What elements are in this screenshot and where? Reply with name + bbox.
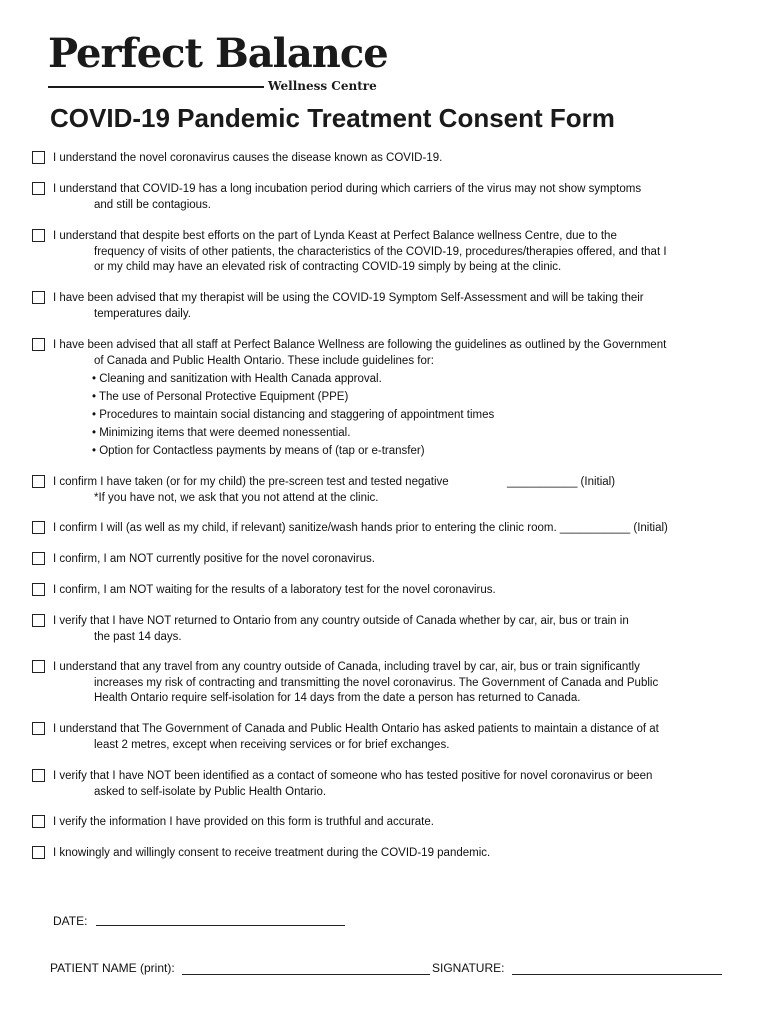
consent-checkbox[interactable] <box>32 521 45 534</box>
guideline-list <box>32 370 732 460</box>
consent-text: asked to self-isolate by Public Health Ontario. <box>94 785 327 798</box>
consent-item <box>32 151 732 167</box>
consent-text: least 2 metres, except when receiving services or for brief exchanges. <box>94 738 450 751</box>
consent-text: temperatures daily. <box>94 307 191 320</box>
consent-checkbox[interactable] <box>32 291 45 304</box>
logo-subtitle: Wellness Centre <box>268 79 377 93</box>
patient-name-field[interactable] <box>182 974 430 975</box>
consent-item <box>32 338 732 460</box>
consent-text: I verify the information I have provided on this form is truthful and accurate. <box>53 816 434 828</box>
consent-item <box>32 182 732 213</box>
consent-item <box>32 614 732 645</box>
consent-checkbox[interactable] <box>32 769 45 782</box>
signature-field[interactable] <box>512 974 722 975</box>
consent-text: I understand that COVID-19 has a long incubation period during which carriers of the virus may not show symptoms <box>53 183 642 195</box>
consent-text: and still be contagious. <box>94 198 211 211</box>
consent-item <box>32 660 732 707</box>
consent-item <box>32 552 732 568</box>
initial-field[interactable]: ___________ (Initial) <box>507 476 616 488</box>
guideline-item: • Cleaning and sanitization with Health Canada approval. <box>92 373 382 385</box>
consent-checkbox[interactable] <box>32 182 45 195</box>
consent-text: I understand that any travel from any country outside of Canada, including travel by car, air, bus or train significantly <box>53 661 640 673</box>
consent-text: I confirm I will (as well as my child, if relevant) sanitize/wash hands prior to entering the clinic room. ___________ (Initial) <box>53 522 668 534</box>
consent-text: I understand the novel coronavirus causes the disease known as COVID-19. <box>53 152 443 164</box>
consent-checkbox[interactable] <box>32 229 45 242</box>
consent-text: I understand that despite best efforts on the part of Lynda Keast at Perfect Balance wellness Centre, due to the <box>53 230 617 242</box>
consent-text: *If you have not, we ask that you not attend at the clinic. <box>94 491 379 504</box>
consent-text: I have been advised that all staff at Perfect Balance Wellness are following the guidelines as outlined by the Government <box>53 339 667 351</box>
guideline-item: • Option for Contactless payments by means of (tap or e-transfer) <box>92 445 425 457</box>
consent-text: I verify that I have NOT been identified as a contact of someone who has tested positive for novel coronavirus or been <box>53 770 653 782</box>
consent-checkbox[interactable] <box>32 660 45 673</box>
consent-item <box>32 722 732 753</box>
consent-item <box>32 583 732 599</box>
date-field[interactable] <box>96 925 345 926</box>
guideline-item: • The use of Personal Protective Equipment (PPE) <box>92 391 349 403</box>
consent-item <box>32 229 732 276</box>
consent-checkbox[interactable] <box>32 151 45 164</box>
guideline-item: • Minimizing items that were deemed nonessential. <box>92 427 351 439</box>
consent-item <box>32 769 732 800</box>
consent-checkbox[interactable] <box>32 583 45 596</box>
consent-text: I confirm I have taken (or for my child) the pre-screen test and tested negative <box>53 476 449 488</box>
consent-text: or my child may have an elevated risk of contracting COVID-19 simply by being at the clinic. <box>94 261 562 273</box>
consent-text: I have been advised that my therapist will be using the COVID-19 Symptom Self-Assessment and will be taking their <box>53 292 644 304</box>
consent-text: I confirm, I am NOT currently positive for the novel coronavirus. <box>53 553 375 565</box>
consent-text: increases my risk of contracting and transmitting the novel coronavirus. The Government of Canada and Public <box>94 676 659 689</box>
patient-name-label: PATIENT NAME (print): <box>50 961 175 975</box>
consent-checkbox[interactable] <box>32 846 45 859</box>
consent-checkbox[interactable] <box>32 552 45 565</box>
date-label: DATE: <box>53 914 88 928</box>
consent-text: I understand that The Government of Canada and Public Health Ontario has asked patients to maintain a distance of at <box>53 723 659 735</box>
logo <box>48 30 388 94</box>
consent-item <box>32 291 732 322</box>
consent-checkbox[interactable] <box>32 815 45 828</box>
consent-text: the past 14 days. <box>94 630 182 643</box>
consent-text: Health Ontario require self-isolation for 14 days from the date a person has returned to Canada. <box>94 692 581 704</box>
guideline-item: • Procedures to maintain social distancing and staggering of appointment times <box>92 409 495 421</box>
consent-checkbox[interactable] <box>32 722 45 735</box>
signature-label: SIGNATURE: <box>432 961 505 975</box>
consent-text: I knowingly and willingly consent to receive treatment during the COVID-19 pandemic. <box>53 847 491 859</box>
consent-text: frequency of visits of other patients, the characteristics of the COVID-19, procedures/therapies offered, and that I <box>94 245 667 258</box>
consent-text: of Canada and Public Health Ontario. These include guidelines for: <box>94 354 434 367</box>
logo-rule <box>48 86 264 88</box>
consent-item <box>32 846 732 862</box>
consent-item <box>32 815 732 831</box>
consent-text: I confirm, I am NOT waiting for the results of a laboratory test for the novel coronavirus. <box>53 584 496 596</box>
consent-checkbox[interactable] <box>32 475 45 488</box>
consent-item <box>32 475 732 506</box>
consent-checkbox[interactable] <box>32 614 45 627</box>
consent-checkbox[interactable] <box>32 338 45 351</box>
logo-title: Perfect Balance <box>48 30 388 77</box>
consent-text: I verify that I have NOT returned to Ontario from any country outside of Canada whether by car, air, bus or train in <box>53 615 629 627</box>
consent-item <box>32 521 732 537</box>
form-title: COVID-19 Pandemic Treatment Consent Form <box>50 103 615 133</box>
